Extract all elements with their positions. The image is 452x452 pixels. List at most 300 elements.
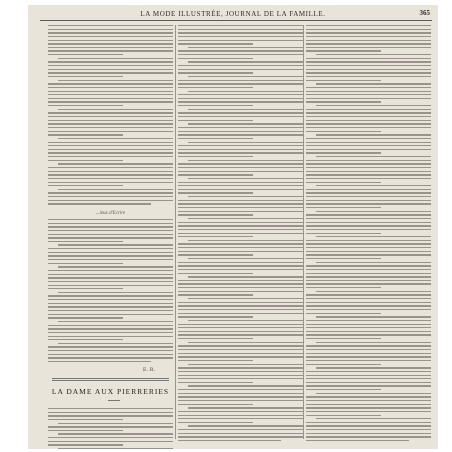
text-line [306,50,381,51]
text-line [178,171,303,172]
text-line [306,298,431,299]
text-line [306,40,431,41]
text-line [306,334,431,335]
text-line [316,418,431,419]
text-line [48,263,123,264]
text-line [178,440,281,441]
text-line [48,303,173,304]
page-header [28,7,438,21]
text-line [178,87,253,88]
text-line [306,324,431,325]
text-line [188,276,303,277]
text-line [48,310,173,311]
text-line [48,336,173,337]
text-line [178,58,253,59]
text-line [178,222,303,223]
text-line [306,182,381,183]
text-line [316,262,431,263]
text-line [178,309,303,310]
text-line [178,287,303,288]
text-line [178,36,303,37]
text-line [178,189,303,190]
text-line [306,254,431,255]
text-line [178,294,253,295]
text-line [178,80,303,81]
text-line [48,314,173,315]
text-line [178,433,303,434]
text-line [178,291,303,292]
text-line [48,255,173,256]
text-line [178,152,303,153]
text-line [188,160,303,161]
text-line [306,353,431,354]
text-line [178,32,303,33]
text-line [48,94,173,95]
title-dash [108,400,120,401]
text-line [188,76,303,77]
text-line [306,229,431,230]
text-line [306,305,431,306]
text-line [48,361,151,362]
text-line [58,292,173,293]
text-line [48,259,173,260]
text-line [188,47,303,48]
text-line [316,367,431,368]
text-line [48,160,123,161]
text-line [48,237,173,238]
text-line [178,393,303,394]
text-line [306,178,431,179]
text-line [178,280,303,281]
text-line [48,270,173,271]
text-line [48,182,173,183]
text-line [58,433,173,434]
text-line [178,371,303,372]
text-line [48,281,173,282]
text-line [178,145,303,146]
text-line [178,389,303,390]
text-line [48,339,123,340]
text-line [178,243,303,244]
text-line [178,436,303,437]
text-line [48,241,123,242]
text-line [48,426,173,427]
text-line [178,200,303,201]
text-line [306,240,431,241]
text-line [306,382,431,383]
text-line [306,258,381,259]
text-line [188,142,303,143]
text-line [178,83,303,84]
text-line [48,288,123,289]
text-line [178,120,253,121]
text-line [306,174,431,175]
text-line [306,214,431,215]
text-line [48,299,173,300]
text-line [58,58,173,59]
text-line [188,258,303,259]
text-line [48,178,173,179]
text-line [306,345,431,346]
story-title: LA DAME AUX PIERRERIES [51,387,170,396]
text-line [316,393,431,394]
text-line [178,404,253,405]
text-line [48,357,173,358]
text-column-1 [48,25,173,441]
text-line [306,32,431,33]
text-line [306,76,431,77]
text-line [316,211,431,212]
text-line [306,243,431,244]
text-line [178,251,303,252]
text-line [48,350,173,351]
text-line [316,54,431,55]
text-line [48,36,173,37]
text-line [48,134,123,135]
text-line [48,408,173,409]
column-separator [175,25,176,439]
text-line [178,415,303,416]
text-line [48,174,173,175]
text-line [306,109,431,110]
text-line [306,131,381,132]
text-line [178,214,253,215]
article-signature: E. R. [142,367,155,373]
text-line [178,203,303,204]
text-line [178,65,303,66]
text-line [306,196,431,197]
text-line [188,91,303,92]
text-line [48,40,173,41]
newspaper-page [28,5,438,449]
text-line [48,50,173,51]
text-line [306,120,431,121]
text-line [306,87,431,88]
text-line [48,226,173,227]
column-1-text-block-b [48,219,173,365]
text-line [306,112,431,113]
text-line [306,25,431,26]
text-line [48,346,173,347]
column-1-text-block-a [48,25,173,207]
text-line [178,116,303,117]
text-line [306,273,431,274]
text-line [48,437,173,438]
text-line [188,364,303,365]
text-line [178,305,303,306]
text-line [58,80,173,81]
text-line [178,72,253,73]
text-line [48,412,173,413]
text-line [316,342,431,343]
text-line [48,149,173,150]
text-line [178,229,303,230]
text-line [48,171,173,172]
text-line [48,167,173,168]
text-line [316,156,431,157]
text-line [316,316,431,317]
column-2-text-block [178,25,303,444]
text-line [178,345,303,346]
text-line [178,134,303,135]
text-line [178,69,303,70]
text-line [306,415,381,416]
text-line [178,54,303,55]
text-line [48,185,123,186]
text-line [178,302,303,303]
text-line [48,152,173,153]
text-line [306,192,431,193]
text-line [48,430,123,431]
text-line [306,160,431,161]
text-line [178,207,303,208]
text-line [178,324,303,325]
page-number: 365 [419,9,430,17]
text-line [48,76,123,77]
text-line [306,222,431,223]
text-line [178,25,303,26]
text-line [306,247,431,248]
text-line [178,98,303,99]
text-line [178,331,303,332]
text-line [306,400,431,401]
text-line [178,338,253,339]
text-line [48,444,123,445]
text-line [48,32,173,33]
header-rule [40,20,432,21]
text-line [306,251,431,252]
text-line [58,423,173,424]
text-line [306,152,381,153]
text-line [178,265,303,266]
text-line [178,262,303,263]
text-line [306,225,431,226]
text-line [306,309,431,310]
text-line [178,418,303,419]
text-line [306,94,431,95]
text-line [306,436,431,437]
text-line [306,127,431,128]
text-line [48,219,173,220]
text-line [178,396,303,397]
text-line [316,83,431,84]
text-line [178,378,303,379]
text-line [178,131,303,132]
text-line [58,266,173,267]
text-line [306,167,431,168]
text-line [178,283,303,284]
text-line [306,349,431,350]
text-line [188,407,303,408]
text-line [48,87,173,88]
text-line [306,425,431,426]
text-line [48,230,173,231]
text-line [48,196,173,197]
text-line [306,276,431,277]
text-line [306,98,431,99]
text-line [178,174,253,175]
text-line [48,328,173,329]
text-line [306,80,381,81]
text-line [178,247,303,248]
text-line [178,360,253,361]
text-line [58,244,173,245]
text-line [48,145,173,146]
text-line [306,65,431,66]
text-line [178,149,303,150]
text-line [306,389,381,390]
text-line [48,354,173,355]
text-line [188,240,303,241]
text-line [48,43,173,44]
text-line [48,234,173,235]
text-line [306,203,431,204]
text-line [48,91,173,92]
text-line [306,233,381,234]
text-line [48,415,173,416]
text-line [306,440,409,441]
text-line [48,116,173,117]
text-line [48,203,151,204]
text-line [316,291,431,292]
text-line [306,360,431,361]
text-line [306,371,431,372]
text-line [178,429,303,430]
text-line [306,294,431,295]
text-line [306,200,431,201]
text-line [306,378,431,379]
text-line [48,83,173,84]
text-line [178,356,303,357]
text-line [306,36,431,37]
text-line [178,182,303,183]
text-line [48,25,173,26]
text-line [306,149,431,150]
text-line [178,233,303,234]
text-line [58,448,173,449]
text-line [316,134,431,135]
text-line [178,327,303,328]
text-line [178,163,303,164]
text-line [188,196,303,197]
text-line [306,364,381,365]
text-line [178,334,303,335]
text-line [48,65,173,66]
subsection-heading: ...ieux d'Ecrire [95,211,126,216]
text-line [48,72,173,73]
text-line [58,163,173,164]
text-line [188,385,303,386]
text-line [306,331,431,332]
text-line [48,192,173,193]
column-3-text-block [306,25,431,444]
text-line [48,47,173,48]
text-line [306,411,431,412]
text-line [48,54,123,55]
text-line [48,248,173,249]
text-line [178,94,303,95]
text-line [306,433,431,434]
text-line [58,138,173,139]
text-line [58,109,173,110]
text-line [306,265,431,266]
text-line [306,145,431,146]
text-line [48,98,173,99]
text-line [188,342,303,343]
text-line [58,189,173,190]
text-line [316,236,431,237]
text-line [48,105,123,106]
text-line [48,29,173,30]
text-line [188,218,303,219]
text-line [48,112,173,113]
text-line [178,411,303,412]
text-line [306,58,431,59]
text-line [178,156,253,157]
text-line [306,29,431,30]
text-line [188,61,303,62]
text-line [178,254,253,255]
text-line [178,105,253,106]
text-line [178,50,303,51]
section-divider [52,378,169,379]
text-line [178,236,253,237]
text-line [178,375,303,376]
text-line [178,192,253,193]
text-column-3 [306,25,431,441]
text-line [306,287,381,288]
text-line [188,109,303,110]
text-line [58,343,173,344]
text-line [188,178,303,179]
text-line [306,72,431,73]
text-line [48,120,173,121]
text-line [306,302,431,303]
text-line [48,200,173,201]
text-line [316,185,431,186]
text-line [188,123,303,124]
text-line [306,429,431,430]
text-line [48,285,173,286]
text-line [306,171,431,172]
text-line [188,425,303,426]
text-line [48,306,173,307]
text-line [306,123,431,124]
text-line [306,207,381,208]
text-line [48,127,173,128]
text-line [306,313,381,314]
text-line [178,40,303,41]
text-line [306,407,431,408]
text-line [306,91,431,92]
text-line [48,419,123,420]
text-line [48,325,173,326]
text-line [178,353,303,354]
text-line [178,349,303,350]
text-line [178,167,303,168]
text-line [306,320,431,321]
text-line [178,269,303,270]
text-line [48,131,173,132]
text-line [306,356,431,357]
text-line [316,105,431,106]
journal-title: LA MODE ILLUSTRÉE, JOURNAL DE LA FAMILLE. [140,10,326,18]
column-1-text-block-c [48,408,173,449]
text-line [48,332,173,333]
text-line [48,69,173,70]
section-divider [52,380,169,381]
text-line [306,142,431,143]
